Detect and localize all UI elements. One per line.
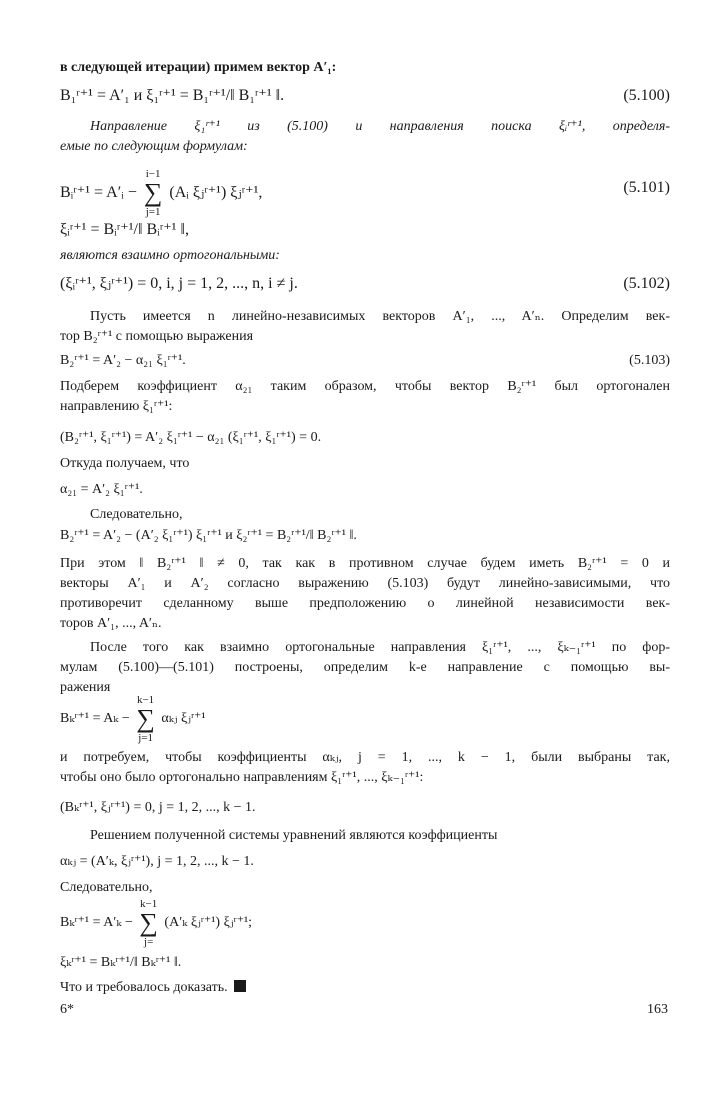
- equation-5-101: [60, 168, 670, 218]
- qed-square-icon: [234, 980, 246, 992]
- text-line: тор B₂ʳ⁺¹ с помощью выражения: [60, 329, 254, 344]
- equation-line: (Bₖʳ⁺¹, ξⱼʳ⁺¹) = 0, j = 1, 2, ..., k − 1.: [60, 800, 256, 815]
- sum-lower-limit: j=: [144, 936, 154, 948]
- text-line: векторы A′₁ и A′₂ согласно выражению (5.103) будут линейно-зависимыми, что: [60, 576, 670, 591]
- page-number: 163: [647, 1002, 668, 1017]
- equation-line: [60, 694, 670, 744]
- equation-lhs: Bₖʳ⁺¹ = Aₖ −: [60, 711, 130, 726]
- equation-line: ξₖʳ⁺¹ = Bₖʳ⁺¹/‖ Bₖʳ⁺¹ ‖.: [60, 955, 182, 970]
- text-line: и потребуем, чтобы коэффициенты αₖⱼ, j = 1, ..., k − 1, были выбраны так,: [60, 750, 670, 765]
- equation-body: B₂ʳ⁺¹ = A′₂ − α₂₁ ξ₁ʳ⁺¹.: [60, 353, 186, 368]
- equation-5-103: [60, 351, 670, 371]
- equation-lhs: Bₖʳ⁺¹ = A′ₖ −: [60, 915, 133, 930]
- qed-line: [60, 978, 670, 998]
- equation-5-100: [60, 86, 670, 106]
- equation-line: α₂₁ = A′₂ ξ₁ʳ⁺¹.: [60, 482, 143, 497]
- equation-number: (5.103): [629, 353, 670, 368]
- text-line: направлению ξ₁ʳ⁺¹:: [60, 399, 173, 414]
- text-line: мулам (5.100)—(5.101) построены, определим k-е направление с помощью вы-: [60, 660, 670, 675]
- sum-upper-limit: i−1: [145, 168, 161, 180]
- equation-line: (B₂ʳ⁺¹, ξ₁ʳ⁺¹) = A′₂ ξ₁ʳ⁺¹ − α₂₁ (ξ₁ʳ⁺¹, ξ₁ʳ⁺¹) = 0.: [60, 430, 322, 445]
- text-line: Направление ξ₁ʳ⁺¹ из (5.100) и направления поиска ξᵢʳ⁺¹, определя-: [90, 119, 670, 134]
- text-line: Следовательно,: [90, 507, 183, 522]
- equation-body: B₁ʳ⁺¹ = A′₁ и ξ₁ʳ⁺¹ = B₁ʳ⁺¹/‖ B₁ʳ⁺¹ ‖.: [60, 87, 285, 104]
- equation-line: B₂ʳ⁺¹ = A′₂ − (A′₂ ξ₁ʳ⁺¹) ξ₁ʳ⁺¹ и ξ₂ʳ⁺¹ = B₂ʳ⁺¹/‖ B₂ʳ⁺¹ ‖.: [60, 528, 357, 543]
- text-line: Подберем коэффициент α₂₁ таким образом, чтобы вектор B₂ʳ⁺¹ был ортогонален: [60, 379, 670, 394]
- equation-rhs: αₖⱼ ξⱼʳ⁺¹: [161, 711, 206, 726]
- equation-lhs: Bᵢʳ⁺¹ = A′ᵢ −: [60, 184, 137, 201]
- sum-lower-limit: j=1: [145, 206, 161, 218]
- equation-rhs: (A′ₖ ξⱼʳ⁺¹) ξⱼʳ⁺¹;: [164, 915, 253, 930]
- summation-sign: [144, 168, 163, 218]
- text-line: в следующей итерации) примем вектор A′₁:: [60, 60, 337, 75]
- sum-upper-limit: k−1: [136, 694, 155, 706]
- text-line: ражения: [60, 680, 111, 695]
- equation-line: αₖⱼ = (A′ₖ, ξⱼʳ⁺¹), j = 1, 2, ..., k − 1.: [60, 854, 254, 869]
- sum-upper-limit: k−1: [140, 898, 158, 910]
- text-line: После того как взаимно ортогональные направления ξ₁ʳ⁺¹, ..., ξₖ₋₁ʳ⁺¹ по фор-: [90, 640, 670, 655]
- text-line: Что и требовалось доказать.: [60, 980, 228, 995]
- text-line: Следовательно,: [60, 880, 153, 895]
- summation-sign: [139, 898, 158, 948]
- signature-mark: 6*: [60, 1002, 74, 1017]
- text-line: являются взаимно ортогональными:: [60, 248, 280, 263]
- text-line: торов A′₁, ..., A′ₙ.: [60, 616, 162, 631]
- equation-body: (ξᵢʳ⁺¹, ξⱼʳ⁺¹) = 0, i, j = 1, 2, ..., n, i ≠ j.: [60, 275, 298, 292]
- equation-number: (5.102): [623, 275, 670, 292]
- equation-5-102: [60, 274, 670, 294]
- sum-lower-limit: j=1: [138, 732, 153, 744]
- sigma-symbol: ∑: [139, 908, 158, 937]
- equation-number: (5.100): [623, 87, 670, 104]
- text-line: емые по следующим формулам:: [60, 139, 248, 154]
- equation-number: (5.101): [623, 179, 670, 196]
- text-line: При этом ‖ B₂ʳ⁺¹ ‖ ≠ 0, так как в противном случае будем иметь B₂ʳ⁺¹ = 0 и: [60, 556, 670, 571]
- sigma-symbol: ∑: [143, 178, 163, 207]
- summation-sign: [136, 694, 155, 744]
- text-line: противоречит сделанному выше предположению о линейной независимости век-: [60, 596, 670, 611]
- equation-line: ξᵢʳ⁺¹ = Bᵢʳ⁺¹/‖ Bᵢʳ⁺¹ ‖,: [60, 221, 189, 238]
- text-line: Откуда получаем, что: [60, 456, 190, 471]
- equation-rhs: (Aᵢ ξⱼʳ⁺¹) ξⱼʳ⁺¹,: [169, 184, 263, 201]
- text-line: чтобы оно было ортогонально направлениям ξ₁ʳ⁺¹, ..., ξₖ₋₁ʳ⁺¹:: [60, 770, 424, 785]
- sigma-symbol: ∑: [136, 704, 155, 733]
- text-line: Решением полученной системы уравнений являются коэффициенты: [90, 828, 498, 843]
- equation-line: [60, 898, 670, 948]
- text-line: Пусть имеется n линейно-независимых векторов A′₁, ..., A′ₙ. Определим век-: [90, 309, 670, 324]
